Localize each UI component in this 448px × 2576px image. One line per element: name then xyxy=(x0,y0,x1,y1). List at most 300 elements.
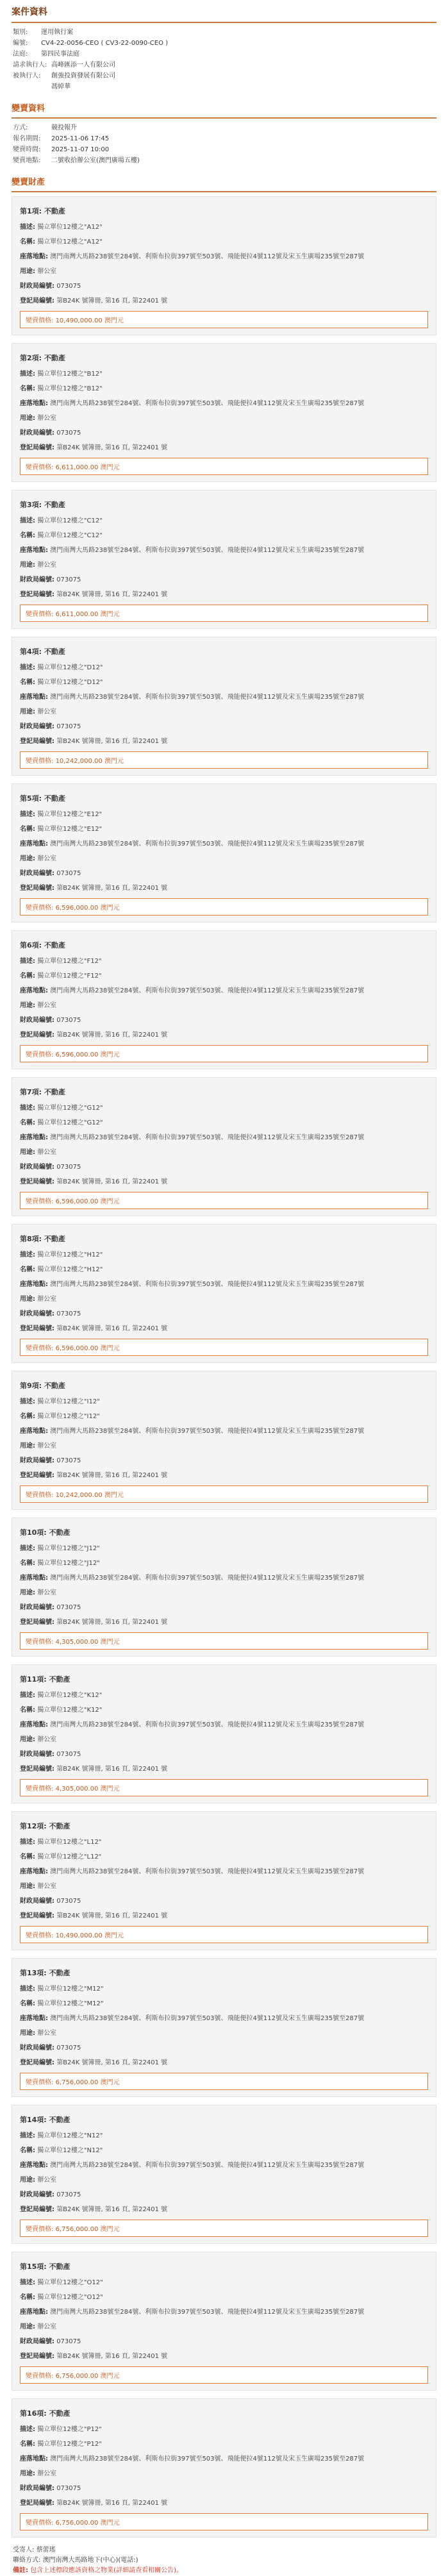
claimant-row xyxy=(13,60,435,71)
property-name-value: 獨立單位12樓之"A12" xyxy=(37,238,103,246)
property-tax-number-label: 財政局編號: xyxy=(20,1898,54,1905)
property-use-label: 用途: xyxy=(20,2177,35,2184)
property-desc-label: 描述: xyxy=(20,1692,35,1699)
property-desc-label: 描述: xyxy=(20,811,35,818)
property-item-title: 第14項: 不動產 xyxy=(20,2116,71,2124)
property-price-box xyxy=(20,458,428,475)
property-address-value: 澳門南灣大馬路238號至284號、利斯布拉街397號至503號、飛能便拉4號112號及宋玉生廣場235號至287號 xyxy=(50,400,365,407)
property-registry-number-row xyxy=(20,1615,428,1630)
property-desc-row xyxy=(20,2422,428,2437)
property-desc-row xyxy=(20,1101,428,1116)
property-address-label: 座落地點: xyxy=(20,253,48,260)
property-address-value: 澳門南灣大馬路238號至284號、利斯布拉街397號至503號、飛能便拉4號112號及宋玉生廣場235號至287號 xyxy=(50,1134,365,1141)
footer-note-text: 包含上述標段應該資格之物業(詳細請查看相關公告)。 xyxy=(30,2567,183,2574)
property-price-label: 變賣價格: xyxy=(26,2373,54,2380)
property-use-row xyxy=(20,1439,428,1453)
property-use-label: 用途: xyxy=(20,855,35,862)
property-price-box xyxy=(20,2366,428,2384)
property-tax-number-value: 073075 xyxy=(56,1898,81,1905)
footer-contact-label: 聯絡方式: xyxy=(13,2557,41,2564)
property-tax-number-label: 財政局編號: xyxy=(20,2191,54,2198)
property-price-label: 變賣價格: xyxy=(26,1345,54,1352)
property-list xyxy=(0,192,448,2538)
property-registry-number-value: 第B24K 號簿冊, 第16 頁, 第22401 號 xyxy=(56,2206,168,2213)
property-price-box xyxy=(20,1485,428,1503)
property-name-value: 獨立單位12樓之"C12" xyxy=(37,532,103,539)
property-price-value: 6,596,000.00 澳門元 xyxy=(55,905,120,912)
property-desc-value: 獨立單位12樓之"H12" xyxy=(37,1251,103,1259)
property-address-label: 座落地點: xyxy=(20,1281,48,1288)
property-price-label: 變賣價格: xyxy=(26,1051,54,1058)
property-address-label: 座落地點: xyxy=(20,1134,48,1141)
property-item-title: 第2項: 不動產 xyxy=(20,354,65,362)
property-price-value: 6,596,000.00 澳門元 xyxy=(55,1051,120,1058)
property-tax-number-label: 財政局編號: xyxy=(20,723,54,730)
property-registry-number-value: 第B24K 號簿冊, 第16 頁, 第22401 號 xyxy=(56,444,168,451)
property-address-row xyxy=(20,1130,428,1145)
property-item xyxy=(12,2105,436,2244)
property-name-value: 獨立單位12樓之"N12" xyxy=(37,2147,103,2154)
sale-info xyxy=(0,119,448,171)
property-use-row xyxy=(20,1585,428,1600)
property-use-value: 辦公室 xyxy=(37,268,57,275)
property-desc-label: 描述: xyxy=(20,1105,35,1112)
property-item-title: 第4項: 不動產 xyxy=(20,648,65,656)
property-desc-label: 描述: xyxy=(20,1986,35,1993)
property-desc-value: 獨立單位12樓之"L12" xyxy=(37,1839,102,1846)
property-name-label: 名稱: xyxy=(20,2441,35,2448)
court-row xyxy=(13,49,435,60)
property-registry-number-label: 登記局編號: xyxy=(20,738,54,745)
property-desc-value: 獨立單位12樓之"C12" xyxy=(37,517,103,524)
property-tax-number-value: 073075 xyxy=(56,870,81,877)
property-registry-number-row xyxy=(20,2496,428,2511)
property-tax-number-row xyxy=(20,719,428,734)
property-item xyxy=(12,1958,436,2097)
property-tax-number-value: 073075 xyxy=(56,1751,81,1758)
property-name-label: 名稱: xyxy=(20,1707,35,1714)
property-address-row xyxy=(20,2452,428,2466)
property-use-value: 辦公室 xyxy=(37,2177,57,2184)
property-use-row xyxy=(20,1879,428,1894)
property-price-box xyxy=(20,1779,428,1796)
property-desc-value: 獨立單位12樓之"O12" xyxy=(37,2279,103,2286)
respondent-row-2 xyxy=(13,81,435,92)
property-name-row xyxy=(20,1262,428,1277)
property-desc-row xyxy=(20,1541,428,1556)
property-use-label: 用途: xyxy=(20,1002,35,1009)
property-address-row xyxy=(20,983,428,998)
footer xyxy=(0,2545,448,2576)
property-registry-number-row xyxy=(20,587,428,602)
property-address-row xyxy=(20,1718,428,1732)
property-price-box xyxy=(20,1632,428,1650)
property-name-label: 名稱: xyxy=(20,2147,35,2154)
property-name-row xyxy=(20,2143,428,2158)
sale-time-row xyxy=(13,144,435,155)
property-price-value: 4,305,000.00 澳門元 xyxy=(55,1786,120,1793)
property-price-box xyxy=(20,898,428,916)
property-desc-label: 描述: xyxy=(20,664,35,671)
property-tax-number-label: 財政局編號: xyxy=(20,1017,54,1024)
property-address-row xyxy=(20,2011,428,2026)
property-name-value: 獨立單位12樓之"G12" xyxy=(37,1119,103,1126)
respondent-value-2: 馮綽華 xyxy=(51,83,71,90)
property-registry-number-label: 登記局編號: xyxy=(20,2353,54,2360)
property-desc-value: 獨立單位12樓之"A12" xyxy=(37,224,103,231)
footer-note-label: 備註: xyxy=(13,2567,28,2574)
property-name-row xyxy=(20,1556,428,1571)
property-use-row xyxy=(20,2173,428,2187)
property-registry-number-row xyxy=(20,440,428,455)
footer-recipient-value: 蔡蕾瑤 xyxy=(36,2547,56,2554)
property-registry-number-label: 登記局編號: xyxy=(20,1619,54,1626)
property-registry-number-value: 第B24K 號簿冊, 第16 頁, 第22401 號 xyxy=(56,297,168,305)
sale-register-row xyxy=(13,133,435,144)
property-desc-label: 描述: xyxy=(20,2279,35,2286)
property-use-value: 辦公室 xyxy=(37,708,57,715)
property-price-value: 6,596,000.00 澳門元 xyxy=(55,1345,120,1352)
property-price-label: 變賣價格: xyxy=(26,1932,54,1939)
property-registry-number-value: 第B24K 號簿冊, 第16 頁, 第22401 號 xyxy=(56,885,168,892)
property-tax-number-label: 財政局編號: xyxy=(20,870,54,877)
property-address-row xyxy=(20,690,428,705)
property-desc-value: 獨立單位12樓之"I12" xyxy=(37,1398,100,1405)
property-desc-row xyxy=(20,367,428,381)
property-desc-value: 獨立單位12樓之"J12" xyxy=(37,1545,100,1552)
sale-place-label: 變賣地點: xyxy=(13,157,41,164)
property-name-value: 獨立單位12樓之"D12" xyxy=(37,679,103,686)
property-use-value: 辦公室 xyxy=(37,1002,57,1009)
property-use-label: 用途: xyxy=(20,1883,35,1890)
property-address-value: 澳門南灣大馬路238號至284號、利斯布拉街397號至503號、飛能便拉4號112號及宋玉生廣場235號至287號 xyxy=(50,2015,365,2022)
property-tax-number-label: 財政局編號: xyxy=(20,2045,54,2052)
property-section xyxy=(0,171,448,2538)
property-registry-number-label: 登記局編號: xyxy=(20,1472,54,1479)
sale-method-value: 競投報升 xyxy=(51,124,77,131)
property-name-value: 獨立單位12樓之"I12" xyxy=(37,1413,100,1420)
case-type-row xyxy=(13,27,435,38)
property-tax-number-row xyxy=(20,866,428,881)
property-use-value: 辦公室 xyxy=(37,1736,57,1743)
property-name-label: 名稱: xyxy=(20,679,35,686)
property-price-value: 6,611,000.00 澳門元 xyxy=(55,611,120,618)
sale-place-row xyxy=(13,155,435,166)
case-info xyxy=(0,23,448,97)
property-tax-number-label: 財政局編號: xyxy=(20,2338,54,2345)
property-registry-number-label: 登記局編號: xyxy=(20,444,54,451)
property-registry-number-value: 第B24K 號簿冊, 第16 頁, 第22401 號 xyxy=(56,1032,168,1039)
case-section-title: 案件資料 xyxy=(12,7,47,17)
property-address-label: 座落地點: xyxy=(20,2309,48,2316)
property-item xyxy=(12,490,436,629)
property-registry-number-value: 第B24K 號簿冊, 第16 頁, 第22401 號 xyxy=(56,591,168,598)
property-tax-number-value: 073075 xyxy=(56,1604,81,1611)
property-name-value: 獨立單位12樓之"M12" xyxy=(37,2000,104,2007)
property-item-title: 第7項: 不動產 xyxy=(20,1088,65,1096)
property-price-box xyxy=(20,751,428,769)
property-name-label: 名稱: xyxy=(20,1853,35,1861)
property-item xyxy=(12,196,436,335)
property-desc-value: 獨立單位12樓之"G12" xyxy=(37,1105,103,1112)
property-item xyxy=(12,1518,436,1657)
property-use-row xyxy=(20,411,428,426)
property-name-row xyxy=(20,528,428,543)
property-desc-row xyxy=(20,514,428,528)
property-registry-number-row xyxy=(20,1468,428,1483)
property-desc-label: 描述: xyxy=(20,224,35,231)
property-address-row xyxy=(20,2305,428,2320)
property-item xyxy=(12,1077,436,1216)
sale-time-value: 2025-11-07 10:00 xyxy=(51,146,110,153)
property-desc-value: 獨立單位12樓之"B12" xyxy=(37,371,103,378)
property-price-box xyxy=(20,2513,428,2530)
property-price-box xyxy=(20,2220,428,2237)
property-desc-row xyxy=(20,1248,428,1262)
property-address-value: 澳門南灣大馬路238號至284號、利斯布拉街397號至503號、飛能便拉4號112號及宋玉生廣場235號至287號 xyxy=(50,1868,365,1875)
property-desc-label: 描述: xyxy=(20,2132,35,2139)
property-use-value: 辦公室 xyxy=(37,1589,57,1596)
property-price-box xyxy=(20,1339,428,1356)
property-tax-number-value: 073075 xyxy=(56,283,81,290)
property-desc-value: 獨立單位12樓之"P12" xyxy=(37,2426,102,2433)
property-price-value: 6,611,000.00 澳門元 xyxy=(55,464,120,471)
property-price-value: 6,756,000.00 澳門元 xyxy=(55,2373,120,2380)
property-registry-number-row xyxy=(20,2055,428,2070)
property-use-value: 辦公室 xyxy=(37,1149,57,1156)
property-price-label: 變賣價格: xyxy=(26,2079,54,2086)
property-registry-number-row xyxy=(20,1175,428,1189)
sale-method-label: 方式: xyxy=(13,124,28,131)
property-tax-number-row xyxy=(20,1600,428,1615)
property-tax-number-label: 財政局編號: xyxy=(20,2485,54,2492)
property-name-value: 獨立單位12樓之"O12" xyxy=(37,2294,103,2301)
property-tax-number-value: 073075 xyxy=(56,2338,81,2345)
property-desc-label: 描述: xyxy=(20,1398,35,1405)
property-desc-value: 獨立單位12樓之"N12" xyxy=(37,2132,103,2139)
property-registry-number-row xyxy=(20,734,428,749)
property-use-value: 辦公室 xyxy=(37,1883,57,1890)
property-desc-label: 描述: xyxy=(20,958,35,965)
sale-section xyxy=(0,97,448,171)
property-tax-number-row xyxy=(20,1160,428,1175)
property-address-value: 澳門南灣大馬路238號至284號、利斯布拉街397號至503號、飛能便拉4號112號及宋玉生廣場235號至287號 xyxy=(50,2162,365,2169)
property-tax-number-row xyxy=(20,1307,428,1321)
property-desc-label: 描述: xyxy=(20,517,35,524)
property-name-value: 獨立單位12樓之"K12" xyxy=(37,1707,103,1714)
property-tax-number-row xyxy=(20,2187,428,2202)
property-registry-number-row xyxy=(20,2202,428,2217)
property-registry-number-row xyxy=(20,881,428,896)
property-tax-number-row xyxy=(20,1453,428,1468)
property-name-row xyxy=(20,822,428,837)
sale-register-value: 2025-11-06 17:45 xyxy=(51,135,110,142)
claimant-value: 高峰匯添一人有限公司 xyxy=(51,62,115,69)
property-tax-number-label: 財政局編號: xyxy=(20,1164,54,1171)
property-address-value: 澳門南灣大馬路238號至284號、利斯布拉街397號至503號、飛能便拉4號112號及宋玉生廣場235號至287號 xyxy=(50,1575,365,1582)
property-desc-row xyxy=(20,807,428,822)
property-desc-label: 描述: xyxy=(20,1251,35,1259)
case-number-label: 編號: xyxy=(13,40,28,47)
property-price-value: 10,490,000.00 澳門元 xyxy=(55,1932,124,1939)
property-name-value: 獨立單位12樓之"J12" xyxy=(37,1560,100,1567)
property-price-label: 變賣價格: xyxy=(26,1639,54,1646)
property-address-label: 座落地點: xyxy=(20,841,48,848)
property-name-label: 名稱: xyxy=(20,2000,35,2007)
property-item-title: 第9項: 不動產 xyxy=(20,1382,65,1390)
property-name-row xyxy=(20,235,428,249)
respondent-value: 創強投資發展有限公司 xyxy=(51,72,115,79)
property-name-value: 獨立單位12樓之"B12" xyxy=(37,385,103,392)
property-use-value: 辦公室 xyxy=(37,2323,57,2330)
property-tax-number-value: 073075 xyxy=(56,2191,81,2198)
property-use-value: 辦公室 xyxy=(37,2470,57,2477)
property-desc-row xyxy=(20,954,428,969)
property-address-label: 座落地點: xyxy=(20,547,48,554)
property-item xyxy=(12,637,436,776)
property-tax-number-row xyxy=(20,1747,428,1762)
property-name-row xyxy=(20,1996,428,2011)
property-tax-number-value: 073075 xyxy=(56,2485,81,2492)
property-use-label: 用途: xyxy=(20,268,35,275)
property-name-value: 獨立單位12樓之"L12" xyxy=(37,1853,102,1861)
property-item xyxy=(12,783,436,923)
property-price-value: 10,490,000.00 澳門元 xyxy=(55,317,124,324)
property-tax-number-label: 財政局編號: xyxy=(20,576,54,583)
property-name-value: 獨立單位12樓之"E12" xyxy=(37,826,103,833)
property-address-value: 澳門南灣大馬路238號至284號、利斯布拉街397號至503號、飛能便拉4號112號及宋玉生廣場235號至287號 xyxy=(50,1281,365,1288)
case-section xyxy=(0,0,448,97)
footer-contact-value: 澳門南灣大馬路地下(中心)(電話:) xyxy=(42,2557,138,2564)
property-address-value: 澳門南灣大馬路238號至284號、利斯布拉街397號至503號、飛能便拉4號112號及宋玉生廣場235號至287號 xyxy=(50,841,365,848)
property-item-title: 第16項: 不動產 xyxy=(20,2409,71,2418)
property-desc-row xyxy=(20,660,428,675)
property-tax-number-label: 財政局編號: xyxy=(20,283,54,290)
property-use-row xyxy=(20,2466,428,2481)
case-number-value: CV4-22-0056-CEO ( CV3-22-0090-CEO ) xyxy=(41,40,169,47)
property-name-label: 名稱: xyxy=(20,2294,35,2301)
property-address-label: 座落地點: xyxy=(20,694,48,701)
claimant-label: 請求執行人: xyxy=(13,62,47,69)
property-tax-number-row xyxy=(20,279,428,294)
property-use-label: 用途: xyxy=(20,2030,35,2037)
property-name-row xyxy=(20,969,428,983)
property-name-label: 名稱: xyxy=(20,385,35,392)
property-registry-number-value: 第B24K 號簿冊, 第16 頁, 第22401 號 xyxy=(56,1178,168,1185)
property-registry-number-value: 第B24K 號簿冊, 第16 頁, 第22401 號 xyxy=(56,1766,168,1773)
property-item-title: 第6項: 不動產 xyxy=(20,941,65,949)
property-address-label: 座落地點: xyxy=(20,2455,48,2463)
property-item-title: 第5項: 不動產 xyxy=(20,794,65,803)
property-use-label: 用途: xyxy=(20,1149,35,1156)
property-tax-number-value: 073075 xyxy=(56,430,81,437)
property-registry-number-label: 登記局編號: xyxy=(20,2500,54,2507)
property-tax-number-row xyxy=(20,1894,428,1909)
property-address-row xyxy=(20,1571,428,1585)
property-price-value: 6,756,000.00 澳門元 xyxy=(55,2226,120,2233)
property-use-label: 用途: xyxy=(20,1589,35,1596)
property-address-row xyxy=(20,837,428,851)
property-desc-label: 描述: xyxy=(20,1545,35,1552)
property-item-title: 第13項: 不動產 xyxy=(20,1969,71,1977)
property-item xyxy=(12,1371,436,1510)
property-registry-number-label: 登記局編號: xyxy=(20,2206,54,2213)
sale-register-label: 報名期間: xyxy=(13,135,41,142)
property-tax-number-value: 073075 xyxy=(56,1017,81,1024)
property-item-title: 第12項: 不動產 xyxy=(20,1822,71,1830)
property-price-value: 6,596,000.00 澳門元 xyxy=(55,1198,120,1205)
property-registry-number-row xyxy=(20,2349,428,2364)
property-registry-number-label: 登記局編號: xyxy=(20,1766,54,1773)
case-type-value: 運用執行案 xyxy=(41,29,73,36)
court-value: 第四民事法庭 xyxy=(41,51,79,58)
property-registry-number-value: 第B24K 號簿冊, 第16 頁, 第22401 號 xyxy=(56,1325,168,1332)
property-item xyxy=(12,930,436,1069)
property-desc-value: 獨立單位12樓之"F12" xyxy=(37,958,102,965)
property-section-title: 變賣財產 xyxy=(12,178,46,187)
property-item xyxy=(12,2252,436,2391)
property-address-value: 澳門南灣大馬路238號至284號、利斯布拉街397號至503號、飛能便拉4號112號及宋玉生廣場235號至287號 xyxy=(50,1428,365,1435)
property-item-title: 第11項: 不動產 xyxy=(20,1675,71,1684)
respondent-label: 被執行人: xyxy=(13,72,41,79)
property-tax-number-value: 073075 xyxy=(56,1164,81,1171)
property-address-row xyxy=(20,396,428,411)
property-use-row xyxy=(20,705,428,719)
property-address-row xyxy=(20,2158,428,2173)
property-address-label: 座落地點: xyxy=(20,1721,48,1728)
property-tax-number-value: 073075 xyxy=(56,576,81,583)
property-price-value: 6,756,000.00 澳門元 xyxy=(55,2520,120,2527)
property-desc-row xyxy=(20,220,428,235)
property-desc-row xyxy=(20,1835,428,1850)
footer-recipient-row xyxy=(13,2545,435,2555)
property-use-row xyxy=(20,1292,428,1307)
property-item-title: 第1項: 不動產 xyxy=(20,207,65,215)
property-address-label: 座落地點: xyxy=(20,1428,48,1435)
property-registry-number-label: 登記局編號: xyxy=(20,885,54,892)
property-desc-value: 獨立單位12樓之"M12" xyxy=(37,1986,104,1993)
property-use-row xyxy=(20,558,428,573)
property-address-value: 澳門南灣大馬路238號至284號、利斯布拉街397號至503號、飛能便拉4號112號及宋玉生廣場235號至287號 xyxy=(50,547,365,554)
property-use-row xyxy=(20,1145,428,1160)
footer-note xyxy=(13,2566,435,2576)
property-use-label: 用途: xyxy=(20,2470,35,2477)
property-registry-number-row xyxy=(20,294,428,308)
case-number-row xyxy=(13,38,435,49)
property-name-row xyxy=(20,1116,428,1130)
property-name-label: 名稱: xyxy=(20,238,35,246)
property-name-row xyxy=(20,1703,428,1718)
sale-place-value: 二號收拾辦公室(澳門廣場五樓) xyxy=(51,157,140,164)
property-name-row xyxy=(20,1409,428,1424)
case-type-label: 類別: xyxy=(13,29,28,36)
property-address-row xyxy=(20,1424,428,1439)
respondent-row xyxy=(13,71,435,81)
property-tax-number-label: 財政局編號: xyxy=(20,1604,54,1611)
property-item xyxy=(12,2398,436,2538)
sale-section-title: 變賣資料 xyxy=(12,104,46,113)
property-price-label: 變賣價格: xyxy=(26,1786,54,1793)
property-address-label: 座落地點: xyxy=(20,987,48,994)
property-use-value: 辦公室 xyxy=(37,1443,57,1450)
property-price-label: 變賣價格: xyxy=(26,611,54,618)
property-price-box xyxy=(20,1926,428,1943)
property-price-label: 變賣價格: xyxy=(26,758,54,765)
property-price-box xyxy=(20,2073,428,2090)
property-address-row xyxy=(20,543,428,558)
property-use-label: 用途: xyxy=(20,708,35,715)
property-use-row xyxy=(20,264,428,279)
